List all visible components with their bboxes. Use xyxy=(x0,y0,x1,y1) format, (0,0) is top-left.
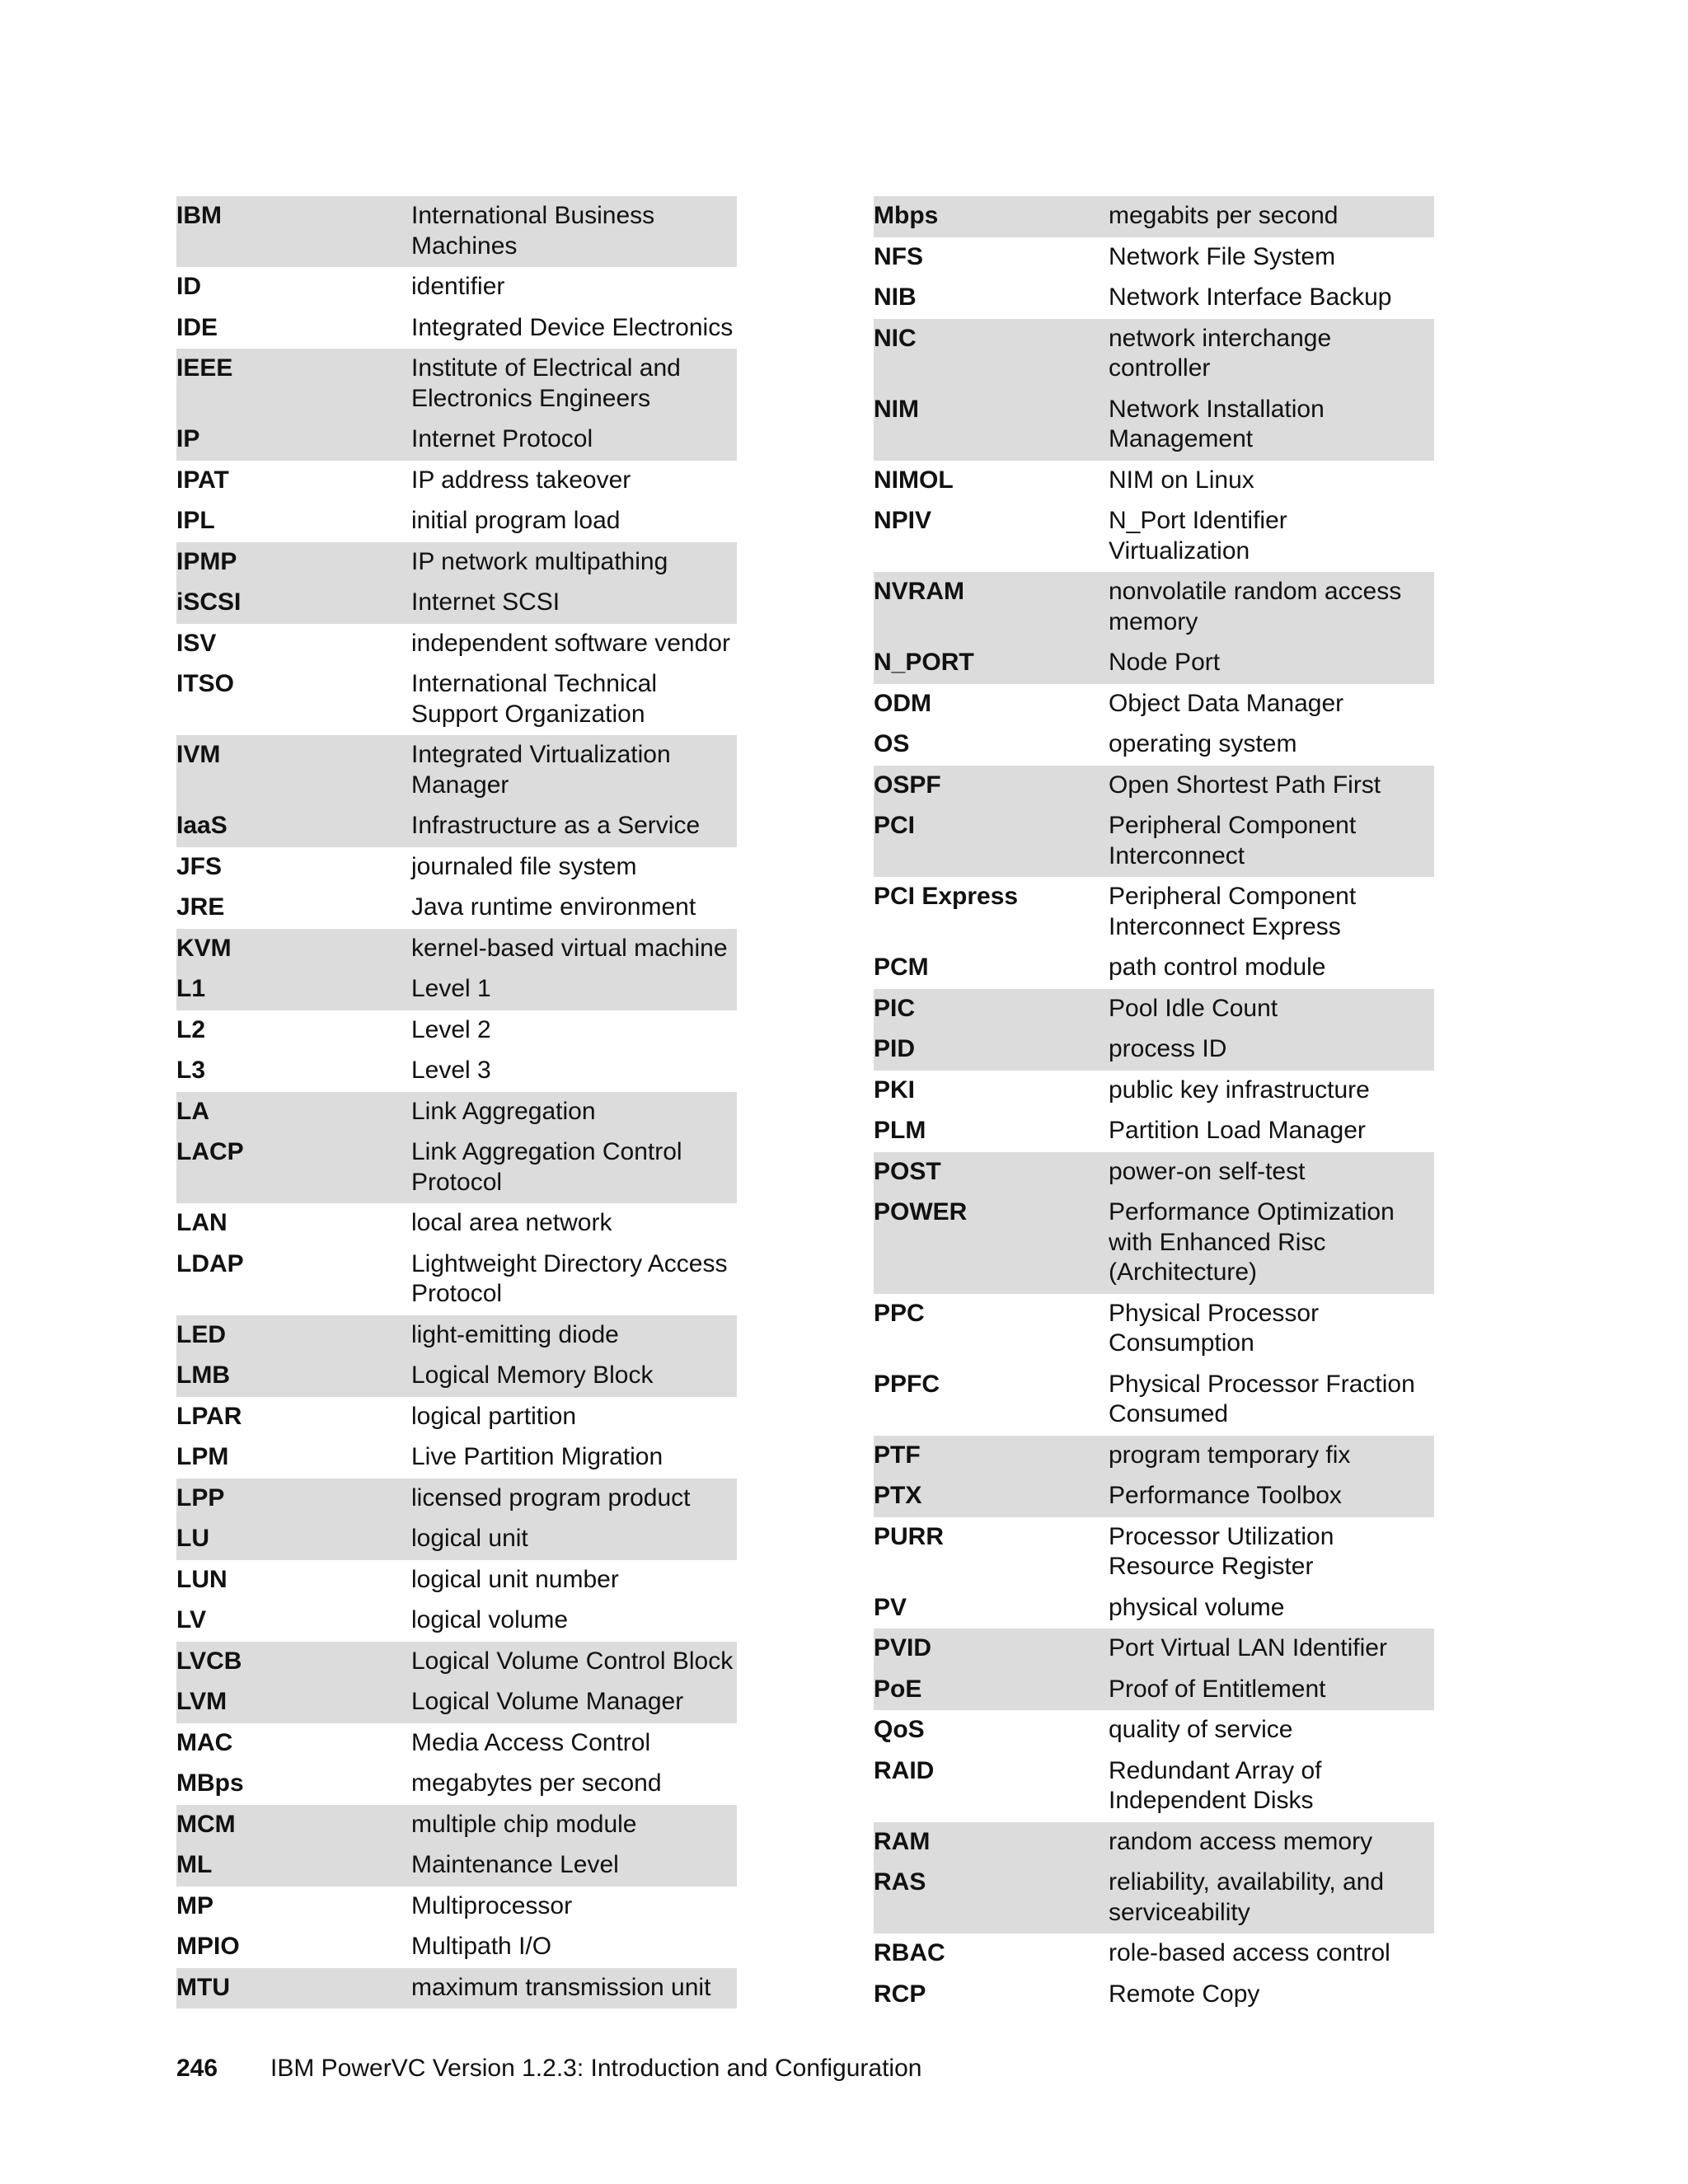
glossary-definition: Multiprocessor xyxy=(411,1891,573,1919)
glossary-row xyxy=(874,1365,1434,1436)
glossary-row xyxy=(176,806,737,847)
glossary-definition: nonvolatile random access memory xyxy=(1109,578,1402,635)
glossary-column-right xyxy=(874,196,1434,2015)
glossary-abbreviation: NIB xyxy=(874,284,917,311)
glossary-definition: Maintenance Level xyxy=(411,1851,619,1878)
glossary-definition: Object Data Manager xyxy=(1109,689,1344,717)
glossary-abbreviation: IPL xyxy=(176,507,215,534)
glossary-row xyxy=(176,1051,737,1092)
glossary-row xyxy=(176,1927,737,1968)
glossary-abbreviation: IDE xyxy=(176,313,218,341)
glossary-abbreviation: PPC xyxy=(874,1299,925,1327)
glossary-definition: Level 1 xyxy=(411,975,491,1002)
glossary-row xyxy=(176,1682,737,1723)
glossary-definition: Port Virtual LAN Identifier xyxy=(1109,1634,1387,1661)
glossary-row xyxy=(874,196,1434,237)
glossary-definition: quality of service xyxy=(1109,1716,1293,1743)
glossary-row xyxy=(176,1560,737,1601)
glossary-abbreviation: IBM xyxy=(176,202,222,229)
glossary-definition: public key infrastructure xyxy=(1109,1076,1370,1104)
glossary-definition: logical partition xyxy=(411,1402,577,1430)
glossary-definition: independent software vendor xyxy=(411,629,730,657)
glossary-row xyxy=(176,1203,737,1244)
glossary-definition: logical unit number xyxy=(411,1565,619,1593)
glossary-row xyxy=(874,1111,1434,1152)
glossary-definition: process ID xyxy=(1109,1035,1227,1062)
glossary-abbreviation: LPP xyxy=(176,1483,225,1511)
glossary-definition: Logical Volume Manager xyxy=(411,1688,684,1715)
glossary-definition: Integrated Virtualization Manager xyxy=(411,741,671,799)
glossary-definition: local area network xyxy=(411,1209,612,1236)
glossary-row xyxy=(874,1588,1434,1629)
glossary-abbreviation: IP xyxy=(176,425,200,452)
glossary-abbreviation: NIMOL xyxy=(874,466,954,494)
glossary-abbreviation: RAS xyxy=(874,1868,926,1896)
glossary-abbreviation: iSCSI xyxy=(176,588,241,616)
glossary-abbreviation: RAM xyxy=(874,1827,931,1855)
glossary-row xyxy=(176,349,737,419)
glossary-row xyxy=(176,196,737,267)
glossary-row xyxy=(176,1479,737,1520)
glossary-definition: Performance Toolbox xyxy=(1109,1482,1342,1509)
glossary-abbreviation: PTX xyxy=(874,1482,922,1509)
glossary-definition: megabytes per second xyxy=(411,1769,662,1797)
glossary-row xyxy=(874,237,1434,279)
glossary-abbreviation: LVM xyxy=(176,1688,227,1715)
glossary-row xyxy=(176,1886,737,1928)
glossary-definition: IP network multipathing xyxy=(411,547,668,575)
page-number: 246 xyxy=(176,2055,218,2082)
glossary-abbreviation: JRE xyxy=(176,893,225,921)
glossary-definition: Live Partition Migration xyxy=(411,1443,663,1470)
book-title: IBM PowerVC Version 1.2.3: Introduction and Configuration xyxy=(270,2055,922,2082)
glossary-row xyxy=(874,1751,1434,1822)
glossary-definition: Proof of Entitlement xyxy=(1109,1675,1326,1703)
glossary-row xyxy=(176,1642,737,1683)
glossary-abbreviation: PCI xyxy=(874,812,916,839)
glossary-row xyxy=(874,1933,1434,1975)
glossary-abbreviation: LU xyxy=(176,1525,209,1552)
glossary-row xyxy=(874,989,1434,1030)
glossary-definition: Integrated Device Electronics xyxy=(411,313,734,341)
glossary-row xyxy=(176,888,737,929)
glossary-definition: random access memory xyxy=(1109,1827,1373,1855)
glossary-row xyxy=(176,461,737,502)
glossary-definition: initial program load xyxy=(411,507,621,534)
glossary-definition: program temporary fix xyxy=(1109,1441,1351,1469)
glossary-row xyxy=(874,1071,1434,1112)
glossary-abbreviation: IPMP xyxy=(176,547,237,575)
glossary-abbreviation: MAC xyxy=(176,1728,233,1756)
glossary-abbreviation: L2 xyxy=(176,1015,206,1043)
glossary-abbreviation: NFS xyxy=(874,242,923,270)
glossary-definition: Physical Processor Fraction Consumed xyxy=(1109,1370,1415,1427)
glossary-definition: Lightweight Directory Access Protocol xyxy=(411,1249,728,1307)
glossary-definition: Link Aggregation xyxy=(411,1097,596,1125)
glossary-row xyxy=(874,501,1434,572)
glossary-abbreviation: LV xyxy=(176,1606,207,1633)
glossary-row xyxy=(176,624,737,665)
glossary-definition: network interchange controller xyxy=(1109,324,1332,382)
glossary-row xyxy=(874,1710,1434,1751)
glossary-abbreviation: PTF xyxy=(874,1441,921,1469)
glossary-definition: International Business Machines xyxy=(411,202,655,260)
glossary-row xyxy=(176,501,737,542)
glossary-abbreviation: OS xyxy=(874,730,910,757)
glossary-definition: Level 2 xyxy=(411,1015,491,1043)
glossary-definition: NIM on Linux xyxy=(1109,466,1254,494)
glossary-abbreviation: IEEE xyxy=(176,354,233,382)
glossary-definition: path control module xyxy=(1109,954,1326,981)
glossary-abbreviation: LUN xyxy=(176,1565,227,1593)
glossary-definition: role-based access control xyxy=(1109,1939,1390,1966)
glossary-definition: logical volume xyxy=(411,1606,569,1633)
glossary-row xyxy=(176,267,737,308)
glossary-abbreviation: NVRAM xyxy=(874,578,964,605)
glossary-row xyxy=(874,684,1434,725)
glossary-row xyxy=(874,724,1434,766)
glossary-row xyxy=(874,1294,1434,1365)
glossary-definition: Redundant Array of Independent Disks xyxy=(1109,1756,1322,1814)
glossary-abbreviation: ML xyxy=(176,1851,213,1878)
glossary-abbreviation: IPAT xyxy=(176,466,229,494)
glossary-row xyxy=(874,806,1434,877)
glossary-abbreviation: PCM xyxy=(874,954,929,981)
glossary-abbreviation: POST xyxy=(874,1157,941,1185)
glossary-abbreviation: ITSO xyxy=(176,670,235,697)
glossary-row xyxy=(176,1601,737,1642)
glossary-abbreviation: ISV xyxy=(176,629,217,657)
glossary-row xyxy=(874,572,1434,643)
glossary-abbreviation: LAN xyxy=(176,1209,227,1236)
glossary-abbreviation: LPM xyxy=(176,1443,229,1470)
glossary-abbreviation: L1 xyxy=(176,975,206,1002)
glossary-definition: Remote Copy xyxy=(1109,1980,1260,2008)
glossary-row xyxy=(874,1436,1434,1477)
glossary-row xyxy=(176,419,737,461)
glossary-row xyxy=(176,664,737,735)
glossary-definition: IP address takeover xyxy=(411,466,631,494)
glossary-row xyxy=(176,735,737,806)
glossary-definition: reliability, availability, and serviceability xyxy=(1109,1868,1385,1926)
glossary-definition: power-on self-test xyxy=(1109,1157,1306,1185)
glossary-abbreviation: JFS xyxy=(176,852,223,880)
glossary-abbreviation: MP xyxy=(176,1891,213,1919)
glossary-row xyxy=(176,1968,737,2009)
glossary-row xyxy=(874,1629,1434,1670)
glossary-abbreviation: MBps xyxy=(176,1769,244,1797)
glossary-row xyxy=(874,948,1434,989)
glossary-row xyxy=(874,1822,1434,1863)
glossary-definition: Network File System xyxy=(1109,242,1336,270)
glossary-abbreviation: RCP xyxy=(874,1980,926,2008)
glossary-row xyxy=(176,1519,737,1560)
glossary-definition: Peripheral Component Interconnect Express xyxy=(1109,883,1357,940)
glossary-definition: licensed program product xyxy=(411,1483,691,1511)
glossary-abbreviation: LDAP xyxy=(176,1249,244,1277)
glossary-definition: Processor Utilization Resource Register xyxy=(1109,1522,1334,1580)
glossary-abbreviation: PVID xyxy=(874,1634,932,1661)
glossary-row xyxy=(874,1476,1434,1517)
glossary-definition: Internet Protocol xyxy=(411,425,593,452)
glossary-definition: light-emitting diode xyxy=(411,1320,619,1348)
glossary-abbreviation: RBAC xyxy=(874,1939,945,1966)
glossary-abbreviation: PPFC xyxy=(874,1370,940,1398)
glossary-row xyxy=(176,1244,737,1315)
glossary-definition: Network Interface Backup xyxy=(1109,284,1392,311)
glossary-abbreviation: LVCB xyxy=(176,1647,242,1675)
glossary-abbreviation: LACP xyxy=(176,1138,244,1165)
glossary-definition: International Technical Support Organization xyxy=(411,670,657,728)
glossary-definition: Pool Idle Count xyxy=(1109,994,1278,1022)
glossary-row xyxy=(176,1132,737,1203)
glossary-abbreviation: LED xyxy=(176,1320,226,1348)
glossary-abbreviation: N_PORT xyxy=(874,649,974,676)
glossary-abbreviation: OSPF xyxy=(874,771,941,799)
glossary-row xyxy=(176,1315,737,1357)
glossary-row xyxy=(176,1805,737,1846)
glossary-row xyxy=(176,1845,737,1886)
glossary-definition: Physical Processor Consumption xyxy=(1109,1299,1320,1357)
glossary-definition: Logical Memory Block xyxy=(411,1361,654,1389)
glossary-definition: journaled file system xyxy=(411,852,637,880)
glossary-abbreviation: RAID xyxy=(874,1756,935,1784)
glossary-abbreviation: LPAR xyxy=(176,1402,242,1430)
glossary-row xyxy=(874,461,1434,502)
glossary-row xyxy=(874,390,1434,461)
glossary-row xyxy=(874,766,1434,807)
glossary-abbreviation: PoE xyxy=(874,1675,922,1703)
glossary-row xyxy=(176,308,737,349)
glossary-row xyxy=(176,1356,737,1397)
glossary-definition: Logical Volume Control Block xyxy=(411,1647,734,1675)
glossary-abbreviation: MTU xyxy=(176,1973,230,2001)
glossary-definition: Internet SCSI xyxy=(411,588,560,616)
glossary-row xyxy=(874,1152,1434,1193)
glossary-abbreviation: PCI Express xyxy=(874,883,1019,910)
glossary-abbreviation: IVM xyxy=(176,741,221,768)
glossary-abbreviation: KVM xyxy=(176,934,232,962)
glossary-definition: multiple chip module xyxy=(411,1810,637,1838)
glossary-abbreviation: PV xyxy=(874,1593,907,1621)
page-footer xyxy=(176,2052,921,2085)
glossary-abbreviation: L3 xyxy=(176,1057,206,1084)
glossary-definition: physical volume xyxy=(1109,1593,1285,1621)
glossary-row xyxy=(176,969,737,1010)
glossary-definition: Peripheral Component Interconnect xyxy=(1109,812,1357,869)
glossary-row xyxy=(176,583,737,624)
glossary-definition: Multipath I/O xyxy=(411,1933,552,1960)
glossary-definition: identifier xyxy=(411,273,505,300)
glossary-row xyxy=(176,1723,737,1765)
glossary-definition: Level 3 xyxy=(411,1057,491,1084)
glossary-row xyxy=(874,1517,1434,1588)
glossary-row xyxy=(176,1397,737,1438)
glossary-definition: Node Port xyxy=(1109,649,1221,676)
glossary-abbreviation: NIM xyxy=(874,395,919,423)
glossary-definition: Performance Optimization with Enhanced Risc (Architecture) xyxy=(1109,1198,1395,1286)
glossary-abbreviation: QoS xyxy=(874,1716,925,1743)
glossary-abbreviation: ID xyxy=(176,273,201,300)
glossary-abbreviation: MCM xyxy=(176,1810,236,1838)
glossary-row xyxy=(176,542,737,583)
glossary-abbreviation: Mbps xyxy=(874,202,939,229)
glossary-abbreviation: PURR xyxy=(874,1522,945,1550)
glossary-definition: Network Installation Management xyxy=(1109,395,1325,452)
glossary-definition: maximum transmission unit xyxy=(411,1973,711,2001)
glossary-abbreviation: ODM xyxy=(874,689,931,717)
glossary-row xyxy=(874,1029,1434,1071)
glossary-definition: Partition Load Manager xyxy=(1109,1117,1366,1144)
glossary-definition: kernel-based virtual machine xyxy=(411,934,728,962)
glossary-row xyxy=(874,319,1434,390)
glossary-row xyxy=(176,1764,737,1805)
glossary-row xyxy=(874,877,1434,948)
glossary-row xyxy=(176,1092,737,1133)
glossary-row xyxy=(874,1975,1434,2016)
glossary-abbreviation: NPIV xyxy=(874,507,932,534)
glossary-abbreviation: PKI xyxy=(874,1076,916,1104)
glossary-abbreviation: IaaS xyxy=(176,812,227,839)
glossary-abbreviation: PID xyxy=(874,1035,916,1062)
glossary-abbreviation: LA xyxy=(176,1097,209,1125)
glossary-row xyxy=(874,1670,1434,1711)
glossary-definition: Institute of Electrical and Electronics Engineers xyxy=(411,354,681,412)
glossary-row xyxy=(176,929,737,970)
glossary-definition: Open Shortest Path First xyxy=(1109,771,1381,799)
glossary-definition: megabits per second xyxy=(1109,202,1339,229)
glossary-abbreviation: NIC xyxy=(874,324,917,352)
glossary-row xyxy=(176,1437,737,1479)
glossary-abbreviation: PIC xyxy=(874,994,916,1022)
glossary-column-left xyxy=(176,196,737,2008)
glossary-row xyxy=(176,847,737,888)
glossary-row xyxy=(176,1010,737,1052)
glossary-row xyxy=(874,278,1434,319)
glossary-row xyxy=(874,643,1434,684)
glossary-abbreviation: POWER xyxy=(874,1198,968,1226)
glossary-definition: Java runtime environment xyxy=(411,893,696,921)
glossary-definition: Infrastructure as a Service xyxy=(411,812,701,839)
glossary-definition: Media Access Control xyxy=(411,1728,651,1756)
glossary-definition: logical unit xyxy=(411,1525,528,1552)
glossary-abbreviation: LMB xyxy=(176,1361,230,1389)
glossary-abbreviation: MPIO xyxy=(176,1933,240,1960)
glossary-row xyxy=(874,1863,1434,1933)
glossary-definition: N_Port Identifier Virtualization xyxy=(1109,507,1287,565)
glossary-definition: Link Aggregation Control Protocol xyxy=(411,1138,682,1196)
glossary-row xyxy=(874,1193,1434,1294)
glossary-definition: operating system xyxy=(1109,730,1297,757)
glossary-abbreviation: PLM xyxy=(874,1117,926,1144)
